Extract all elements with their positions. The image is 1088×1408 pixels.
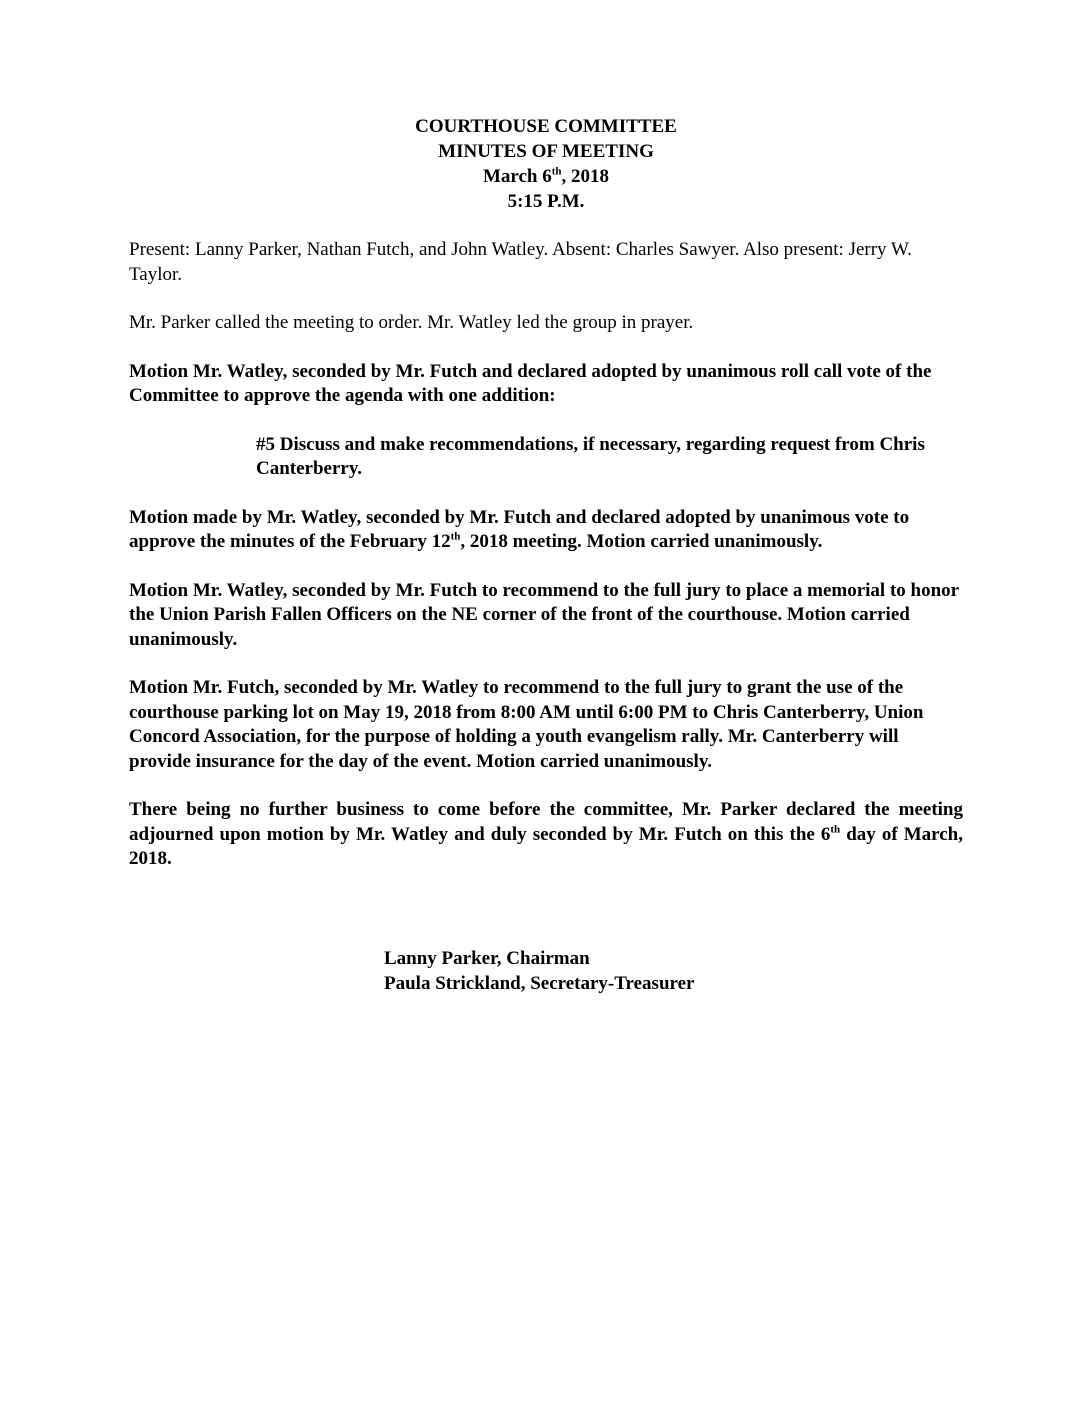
attendance-paragraph: Present: Lanny Parker, Nathan Futch, and John Watley. Absent: Charles Sawyer. Also present: Jerry W. Taylor. <box>129 239 912 285</box>
minutes-approval-motion: Motion made by Mr. Watley, seconded by Mr. Futch and declared adopted by unanimous vote to approve the minutes of the February 12th, 2018 meeting. Motion carried unanimously. <box>129 506 910 552</box>
chairman-signature-line: Lanny Parker, Chairman <box>384 947 590 969</box>
adjournment-paragraph: There being no further business to come before the committee, Mr. Parker declared the meeting adjourned upon motion by Mr. Watley and duly seconded by Mr. Futch on this the 6th day of March, 2018. <box>129 799 963 869</box>
parking-lot-motion-paragraph: Motion Mr. Futch, seconded by Mr. Watley to recommend to the full jury to grant the use of the courthouse parking lot on May 19, 2018 from 8:00 AM until 6:00 PM to Chris Canterberry, Union Concord Association, for the purpose of holding a youth evangelism rally. Mr. Canterberry will provide insurance for the day of the event. Motion carried unanimously. <box>129 677 924 772</box>
secretary-signature-line: Paula Strickland, Secretary-Treasurer <box>384 972 695 994</box>
agenda-motion-paragraph: Motion Mr. Watley, seconded by Mr. Futch and declared adopted by unanimous roll call vote of the Committee to approve the agenda with one addition: <box>129 360 932 406</box>
memorial-motion-paragraph: Motion Mr. Watley, seconded by Mr. Futch to recommend to the full jury to place a memorial to honor the Union Parish Fallen Officers on the NE corner of the front of the courthouse. Motion carried unanimously. <box>129 579 959 650</box>
minutes-page <box>129 114 963 996</box>
meeting-time: 5:15 P.M. <box>507 191 585 212</box>
document-header <box>129 114 963 214</box>
meeting-date: March 6th, 2018 <box>482 165 610 187</box>
document-title: MINUTES OF MEETING <box>438 141 654 162</box>
agenda-addition-item: #5 Discuss and make recommendations, if necessary, regarding request from Chris Canterberry. <box>256 433 925 479</box>
committee-title: COURTHOUSE COMMITTEE <box>415 116 677 137</box>
call-to-order-paragraph: Mr. Parker called the meeting to order. Mr. Watley led the group in prayer. <box>129 312 694 333</box>
signature-block <box>129 946 963 996</box>
